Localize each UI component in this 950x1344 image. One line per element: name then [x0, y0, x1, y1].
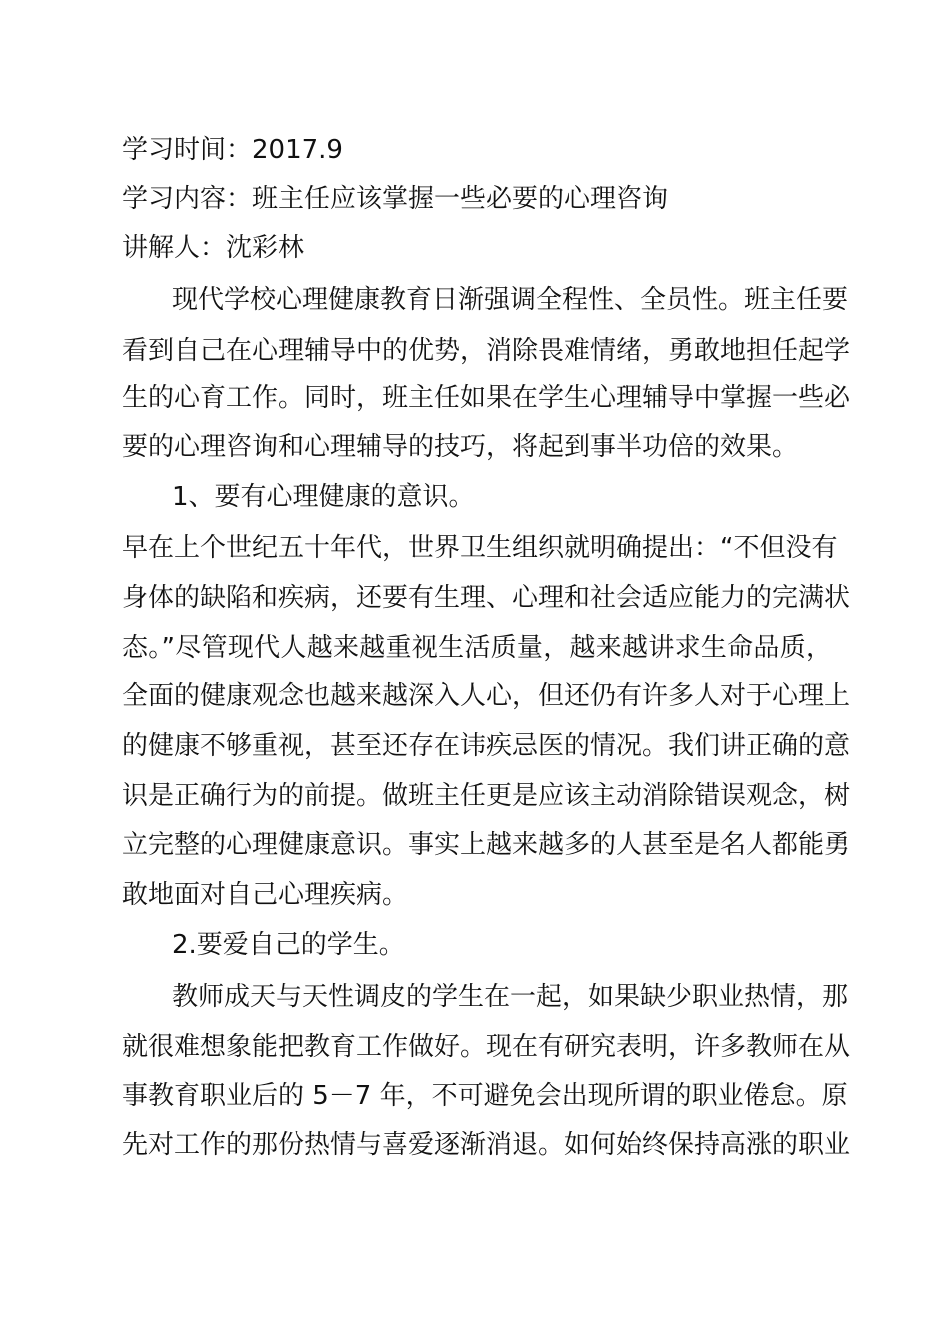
section-1-line: 全面的健康观念也越来越深入人心，但还仍有许多人对于心理上 — [122, 681, 851, 711]
section-1-line: 身体的缺陷和疾病，还要有生理、心理和社会适应能力的完满状 — [122, 583, 851, 613]
section-2-line: 教师成天与天性调皮的学生在一起，如果缺少职业热情，那 — [172, 982, 849, 1012]
section-1-line: 敢地面对自己心理疾病。 — [122, 880, 409, 910]
study-time-line: 学习时间：2017.9 — [122, 135, 343, 165]
section-1-line: 识是正确行为的前提。做班主任更是应该主动消除错误观念，树 — [122, 781, 851, 811]
section-2-heading: 2.要爱自己的学生。 — [172, 930, 405, 960]
section-1-line: 早在上个世纪五十年代，世界卫生组织就明确提出：“不但没有 — [122, 533, 838, 563]
section-1-line: 态。”尽管现代人越来越重视生活质量，越来越讲求生命品质， — [122, 633, 832, 663]
intro-paragraph-line: 现代学校心理健康教育日渐强调全程性、全员性。班主任要 — [172, 285, 849, 315]
section-2-line: 先对工作的那份热情与喜爱逐渐消退。如何始终保持高涨的职业 — [122, 1130, 851, 1160]
section-2-line: 就很难想象能把教育工作做好。现在有研究表明，许多教师在从 — [122, 1032, 851, 1062]
section-1-heading: 1、要有心理健康的意识。 — [172, 482, 475, 512]
intro-paragraph-line: 生的心育工作。同时，班主任如果在学生心理辅导中掌握一些必 — [122, 383, 851, 413]
section-1-line: 的健康不够重视，甚至还存在讳疾忌医的情况。我们讲正确的意 — [122, 731, 851, 761]
speaker-line: 讲解人：沈彩林 — [122, 233, 305, 263]
section-2-line: 事教育职业后的 5－7 年，不可避免会出现所谓的职业倦怠。原 — [122, 1081, 848, 1111]
intro-paragraph-line: 看到自己在心理辅导中的优势，消除畏难情绪，勇敢地担任起学 — [122, 336, 851, 366]
study-content-line: 学习内容：班主任应该掌握一些必要的心理咨询 — [122, 184, 669, 214]
intro-paragraph-line: 要的心理咨询和心理辅导的技巧，将起到事半功倍的效果。 — [122, 432, 799, 462]
section-1-line: 立完整的心理健康意识。事实上越来越多的人甚至是名人都能勇 — [122, 830, 851, 860]
